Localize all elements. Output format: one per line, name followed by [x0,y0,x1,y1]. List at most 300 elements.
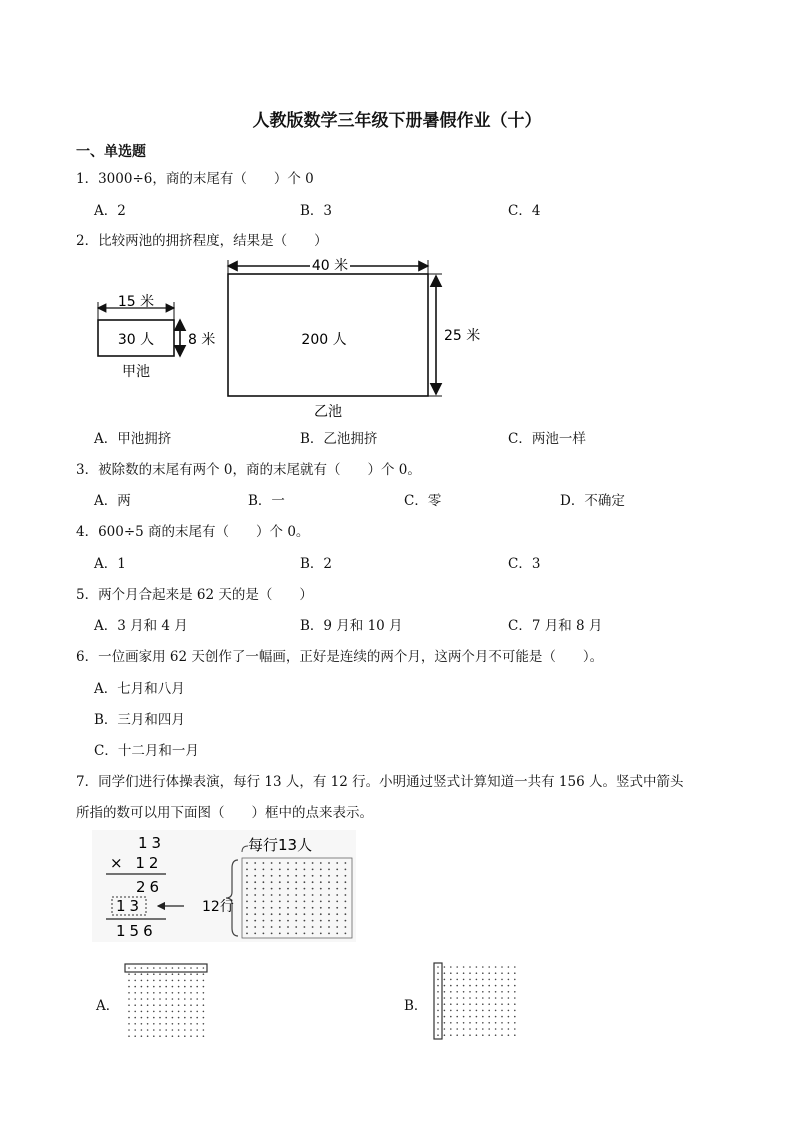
dot [495,991,497,993]
question-7-line-2: 所指的数可以用下面图（ ）框中的点来表示。 [76,805,373,821]
dot [514,979,516,981]
dot [501,991,503,993]
dot [482,997,484,999]
dot [508,1034,510,1036]
q1-option-c[interactable]: C．4 [508,203,541,219]
dot [134,1011,136,1013]
dot [184,1035,186,1037]
dot [476,1034,478,1036]
dot [456,1010,458,1012]
dot [287,869,289,871]
dot [153,973,155,975]
dot [295,920,297,922]
dot [304,907,306,909]
dot [254,913,256,915]
dot [271,901,273,903]
dot [508,991,510,993]
dot [153,1023,155,1025]
pool-b-height: 25 米 [444,328,481,344]
dot [190,1035,192,1037]
dot [508,997,510,999]
q5-option-b[interactable]: B．9 月和 10 月 [300,618,403,634]
dot [141,1004,143,1006]
q2-option-c[interactable]: C．两池一样 [508,431,586,447]
dot [320,920,322,922]
dot [488,991,490,993]
dot [328,913,330,915]
dot [463,1003,465,1005]
dot [203,986,205,988]
dot [514,1034,516,1036]
dot [128,980,130,982]
dot [159,973,161,975]
dot [203,1035,205,1037]
dot [153,1011,155,1013]
option-b-figure[interactable] [432,962,522,1042]
dot [134,1029,136,1031]
dot [190,1011,192,1013]
dot [437,1022,439,1024]
dot [287,907,289,909]
dot [463,972,465,974]
dot [263,888,265,890]
dot [312,894,314,896]
dot [482,1010,484,1012]
pool-b-width: 40 米 [311,258,349,274]
dot [501,1034,503,1036]
dot [456,972,458,974]
dot [345,869,347,871]
dot [328,933,330,935]
dot [320,862,322,864]
dot [128,973,130,975]
dot [501,1010,503,1012]
dot [501,985,503,987]
dot [128,1029,130,1031]
dot [508,1022,510,1024]
dot [437,979,439,981]
dot [172,973,174,975]
dot [295,913,297,915]
dot [203,1004,205,1006]
dot [469,966,471,968]
dot [254,888,256,890]
dot [263,920,265,922]
dot [304,888,306,890]
q7-option-a[interactable]: A． [96,998,120,1014]
dot [147,992,149,994]
dot [469,1010,471,1012]
dot [196,1035,198,1037]
dot [495,985,497,987]
dot [196,998,198,1000]
dot [295,901,297,903]
dot [271,926,273,928]
dot [437,1016,439,1018]
dot [482,1016,484,1018]
dot [254,907,256,909]
dot [476,997,478,999]
dot [320,913,322,915]
dot [134,1017,136,1019]
dot [295,933,297,935]
dot [128,1023,130,1025]
dot [271,913,273,915]
dot [159,998,161,1000]
dot [254,881,256,883]
dot [328,862,330,864]
partial-product-1: 26 [136,878,164,896]
dot [159,1017,161,1019]
dot [495,979,497,981]
dot [141,1035,143,1037]
dot [159,1023,161,1025]
dot [287,913,289,915]
dot [178,992,180,994]
dot [345,862,347,864]
dot [469,997,471,999]
dot [312,875,314,877]
dot [172,967,174,969]
dot [184,980,186,982]
pool-a-name: 甲池 [122,364,150,380]
dot [159,1029,161,1031]
dot [165,973,167,975]
dot [336,869,338,871]
dot [345,933,347,935]
dot [178,986,180,988]
dot [203,973,205,975]
question-1: 1．3000÷6，商的末尾有（ ）个 0 [76,171,314,187]
dot [295,862,297,864]
dot [287,933,289,935]
q3-option-a[interactable]: A．两 [94,493,131,509]
dot [128,986,130,988]
dot [312,920,314,922]
dot [196,1011,198,1013]
dot [196,1004,198,1006]
dot [345,901,347,903]
dot [178,1011,180,1013]
q5-option-a[interactable]: A．3 月和 4 月 [94,618,188,634]
dot [463,1010,465,1012]
dot [463,991,465,993]
dot [263,862,265,864]
dot [128,1035,130,1037]
dot [495,1016,497,1018]
question-6: 6．一位画家用 62 天创作了一幅画，正好是连续的两个月，这两个月不可能是（ ）。 [76,649,604,665]
dot [172,1011,174,1013]
dot [328,881,330,883]
page-title: 人教版数学三年级下册暑假作业（十） [252,111,542,131]
dot [444,979,446,981]
dot [190,1023,192,1025]
dot [190,973,192,975]
q6-option-c[interactable]: C．十二月和一月 [94,743,199,759]
dot [246,933,248,935]
dot [128,998,130,1000]
dot [190,998,192,1000]
dot [450,1010,452,1012]
dot [165,1004,167,1006]
dot [159,967,161,969]
dot [450,1016,452,1018]
dot [312,926,314,928]
dot [178,967,180,969]
dot [450,985,452,987]
dot [153,1004,155,1006]
dot [508,972,510,974]
dot [328,869,330,871]
dot [508,979,510,981]
dot [190,1029,192,1031]
dot [501,997,503,999]
dot [328,888,330,890]
dot [153,986,155,988]
dot [450,1003,452,1005]
dot [203,980,205,982]
dot [514,1010,516,1012]
dot [147,1029,149,1031]
dot [336,926,338,928]
dot [147,1023,149,1025]
dot [153,980,155,982]
dot [514,1016,516,1018]
dot [476,1022,478,1024]
q4-option-b[interactable]: B．2 [300,556,333,572]
dot [450,966,452,968]
dot [456,1016,458,1018]
q7-option-b[interactable]: B． [404,998,428,1014]
dot [196,980,198,982]
pool-b-people: 200 人 [301,332,347,348]
dot [128,1004,130,1006]
dot [312,869,314,871]
option-a-figure[interactable] [124,962,208,1040]
q5-option-c[interactable]: C．7 月和 8 月 [508,618,603,634]
dot [476,1003,478,1005]
q6-option-a[interactable]: A．七月和八月 [94,681,185,697]
dot [254,920,256,922]
dot [271,875,273,877]
dot [279,907,281,909]
dot [128,1017,130,1019]
dot [147,973,149,975]
dot [196,973,198,975]
dot [482,972,484,974]
dot [184,1004,186,1006]
dot [295,881,297,883]
dot [476,979,478,981]
dot [444,1034,446,1036]
dot [476,1028,478,1030]
multiplier: × 12 [110,854,163,872]
q4-option-a[interactable]: A．1 [94,556,126,572]
dot [271,920,273,922]
dot [450,997,452,999]
section-heading: 一、单选题 [76,144,146,160]
dot [254,875,256,877]
dot [165,986,167,988]
dot [495,1022,497,1024]
dot [463,1028,465,1030]
dot [184,1029,186,1031]
dot [141,1029,143,1031]
dot [172,1035,174,1037]
dot [495,997,497,999]
dot [246,881,248,883]
dot [488,979,490,981]
dot [463,1016,465,1018]
dot [476,991,478,993]
dot [336,888,338,890]
dot [456,1022,458,1024]
dot [178,998,180,1000]
dot [153,992,155,994]
dot [196,1023,198,1025]
dot [345,881,347,883]
dot [165,1035,167,1037]
dot [336,881,338,883]
dot [184,998,186,1000]
dot [514,985,516,987]
dot [476,985,478,987]
dot [320,869,322,871]
dot [482,991,484,993]
q1-option-b[interactable]: B．3 [300,203,333,219]
dot [437,966,439,968]
dot [476,972,478,974]
dot [141,980,143,982]
dot [184,992,186,994]
q3-option-d[interactable]: D．不确定 [560,493,625,509]
dot [328,894,330,896]
multiplication-figure [92,830,356,942]
dot [153,967,155,969]
dot [287,926,289,928]
q4-option-c[interactable]: C．3 [508,556,541,572]
dot [514,991,516,993]
dot [304,920,306,922]
pool-a-people: 30 人 [117,332,155,348]
dot [488,966,490,968]
dot [184,1017,186,1019]
dot [450,1022,452,1024]
option-b-highlight-column [434,963,442,1039]
dot [450,991,452,993]
dot [437,991,439,993]
dot [304,901,306,903]
dot [508,1010,510,1012]
dot [246,920,248,922]
dot [488,1028,490,1030]
dot [134,1004,136,1006]
dot [147,980,149,982]
dot [295,869,297,871]
dot [246,901,248,903]
dot [488,1010,490,1012]
dot [184,986,186,988]
dot [304,913,306,915]
dot [450,979,452,981]
q3-option-b[interactable]: B．一 [248,493,285,509]
dot [147,986,149,988]
dot [246,926,248,928]
dot [184,1023,186,1025]
dot [172,1017,174,1019]
dot [159,1011,161,1013]
dot [437,1010,439,1012]
dot [312,901,314,903]
dot [141,992,143,994]
dot [345,888,347,890]
dot [254,901,256,903]
dot [203,1017,205,1019]
dot [463,997,465,999]
dot [147,967,149,969]
dot [456,991,458,993]
dot [514,1022,516,1024]
dot [450,1034,452,1036]
dot [463,979,465,981]
dot [178,1017,180,1019]
dot [463,1022,465,1024]
question-7-line-1: 7．同学们进行体操表演，每行 13 人，有 12 行。小明通过竖式计算知道一共有 156 人。竖式中箭头 [76,774,684,790]
dot [437,1028,439,1030]
question-3: 3．被除数的末尾有两个 0，商的末尾就有（ ）个 0。 [76,462,421,478]
dot [147,1004,149,1006]
dot [450,972,452,974]
dot [444,1028,446,1030]
dot [336,933,338,935]
dot [159,1004,161,1006]
dot [147,1017,149,1019]
dot [482,1003,484,1005]
dot [246,894,248,896]
dot [287,894,289,896]
dot [320,907,322,909]
dot [476,966,478,968]
dot [444,1003,446,1005]
dot [482,1022,484,1024]
dot [178,1035,180,1037]
q1-option-a[interactable]: A．2 [94,203,126,219]
dot [279,881,281,883]
dot [495,966,497,968]
dot [263,933,265,935]
dot [456,1034,458,1036]
q3-option-c[interactable]: C．零 [404,493,442,509]
dot [444,985,446,987]
q2-option-b[interactable]: B．乙池拥挤 [300,431,378,447]
multiplicand: 13 [138,834,166,852]
dot [437,1034,439,1036]
dot [444,1022,446,1024]
dot [345,926,347,928]
dot [159,992,161,994]
dot [254,926,256,928]
dot [345,894,347,896]
dot [304,894,306,896]
dot [456,1003,458,1005]
dot [196,992,198,994]
dot [287,888,289,890]
q6-option-b[interactable]: B．三月和四月 [94,712,185,728]
dot [203,967,205,969]
q2-option-a[interactable]: A．甲池拥挤 [94,431,172,447]
dot [279,862,281,864]
dot [271,862,273,864]
